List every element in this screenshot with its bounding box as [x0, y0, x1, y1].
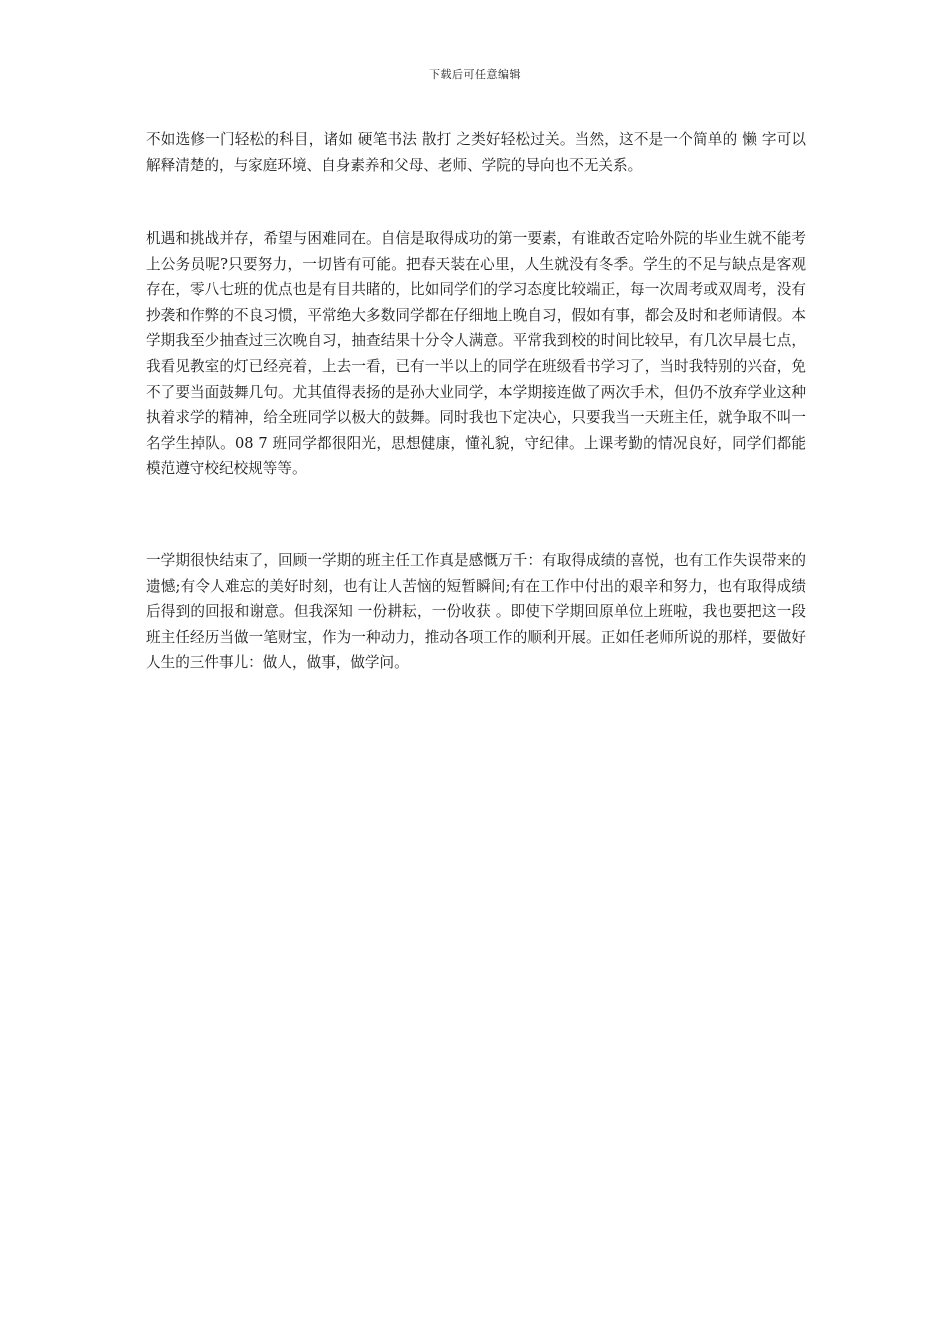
- paragraph-text: 一学期很快结束了，回顾一学期的班主任工作真是感慨万千：有取得成绩的喜悦，也有工作失误带来的遗憾;有令人难忘的美好时刻，也有让人苦恼的短暂瞬间;有在工作中付出的艰辛和努力，也有取得成绩后得到的回报和谢意。但我深知 一份耕耘，一份收获 。即使下学期回原单位上班啦，我也要把这一段班主任经历当做一笔财宝，作为一种动力，推动各项工作的顺利开展。正如任老师所说的那样，要做好人生的三件事儿：做人，做事，做学问。: [146, 552, 806, 672]
- paragraph-2-block: [146, 226, 806, 482]
- paragraph-3-block: [146, 548, 806, 676]
- paragraph-1-block: [146, 127, 806, 178]
- page-header: 下载后可任意编辑: [429, 68, 521, 81]
- paragraph-text: 机遇和挑战并存，希望与困难同在。自信是取得成功的第一要素，有谁敢否定哈外院的毕业生就不能考上公务员呢?只要努力，一切皆有可能。把春天装在心里，人生就没有冬季。学生的不足与缺点是客观存在，零八七班的优点也是有目共睹的，比如同学们的学习态度比较端正，每一次周考或双周考，没有抄袭和作弊的不良习惯，平常绝大多数同学都在仔细地上晚自习，假如有事，都会及时和老师请假。本学期我至少抽查过三次晚自习，抽查结果十分令人满意。平常我到校的时间比较早，有几次早晨七点，我看见教室的灯已经亮着，上去一看，已有一半以上的同学在班级看书学习了，当时我特别的兴奋，免不了要当面鼓舞几句。尤其值得表扬的是孙大业同学，本学期接连做了两次手术，但仍不放弃学业这种执着求学的精神，给全班同学以极大的鼓舞。同时我也下定决心，只要我当一天班主任，就争取不叫一名学生掉队。08 7 班同学都很阳光，思想健康，懂礼貌，守纪律。上课考勤的情况良好，同学们都能模范遵守校纪校规等等。: [146, 230, 806, 478]
- paragraph-text: 不如选修一门轻松的科目，诸如 硬笔书法 散打 之类好轻松过关。当然，这不是一个简单的 懒 字可以解释清楚的，与家庭环境、自身素养和父母、老师、学院的导向也不无关系。: [146, 131, 806, 174]
